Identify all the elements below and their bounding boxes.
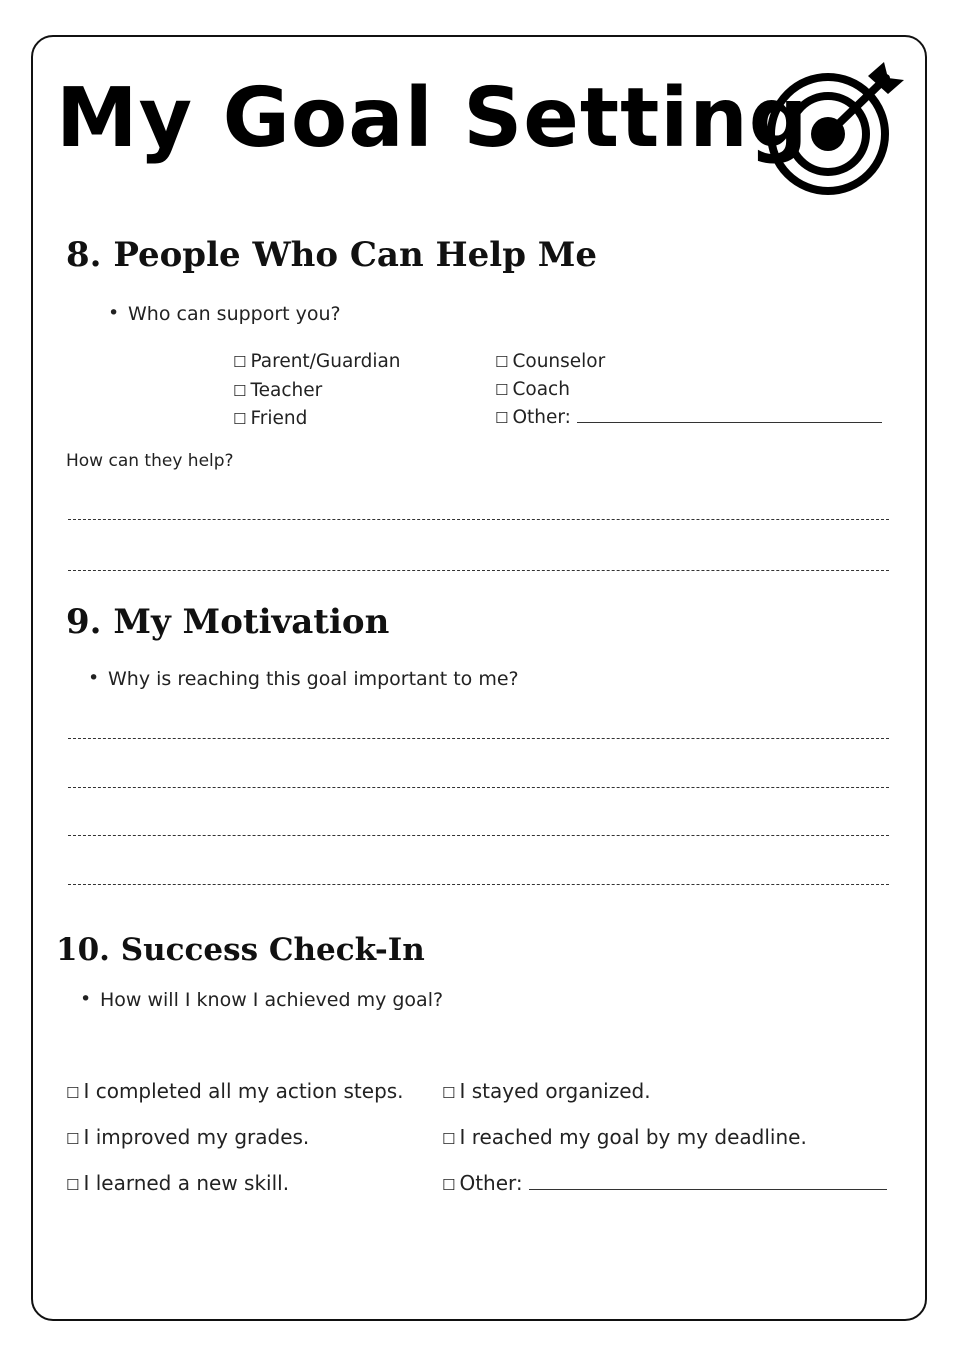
checkbox-other[interactable]: ☐ Other:	[495, 408, 882, 428]
checkbox-icon: ☐	[495, 381, 509, 399]
answer-line[interactable]	[68, 519, 889, 520]
checkbox-icon: ☐	[233, 382, 247, 400]
checkbox-completed-steps[interactable]: ☐ I completed all my action steps.	[66, 1079, 404, 1103]
answer-line[interactable]	[68, 570, 889, 571]
help-prompt: How can they help?	[66, 451, 234, 471]
section-8-heading: 8. People Who Can Help Me	[66, 235, 598, 275]
checkbox-counselor[interactable]: ☐ Counselor	[495, 351, 606, 372]
target-arrow-icon	[764, 58, 908, 198]
checkbox-other-success[interactable]: ☐ Other:	[442, 1173, 887, 1193]
checkbox-icon: ☐	[66, 1084, 80, 1102]
checkbox-icon: ☐	[66, 1130, 80, 1148]
checkbox-icon: ☐	[233, 410, 247, 428]
other-blank-line[interactable]	[577, 408, 882, 423]
section-9-heading: 9. My Motivation	[66, 602, 390, 642]
checkbox-icon: ☐	[233, 353, 247, 371]
page-title: My Goal Setting	[56, 71, 809, 166]
checkbox-icon: ☐	[442, 1130, 456, 1148]
answer-line[interactable]	[68, 835, 889, 836]
section-10-question: • How will I know I achieved my goal?	[100, 991, 443, 1010]
checkbox-icon: ☐	[495, 353, 509, 371]
answer-line[interactable]	[68, 787, 889, 788]
other-blank-line[interactable]	[529, 1175, 887, 1190]
checkbox-coach[interactable]: ☐ Coach	[495, 379, 570, 400]
checkbox-learned-skill[interactable]: ☐ I learned a new skill.	[66, 1171, 290, 1195]
answer-line[interactable]	[68, 884, 889, 885]
checkbox-icon: ☐	[495, 409, 509, 427]
checkbox-parent-guardian[interactable]: ☐ Parent/Guardian	[233, 351, 401, 372]
section-9-question: • Why is reaching this goal important to me?	[108, 670, 519, 689]
checkbox-icon: ☐	[442, 1176, 456, 1194]
checkbox-stayed-organized[interactable]: ☐ I stayed organized.	[442, 1079, 651, 1103]
checkbox-icon: ☐	[442, 1084, 456, 1102]
checkbox-icon: ☐	[66, 1176, 80, 1194]
section-10-heading: 10. Success Check-In	[56, 932, 425, 968]
section-8-question: • Who can support you?	[128, 305, 341, 324]
checkbox-improved-grades[interactable]: ☐ I improved my grades.	[66, 1125, 310, 1149]
checkbox-reached-deadline[interactable]: ☐ I reached my goal by my deadline.	[442, 1125, 807, 1149]
checkbox-teacher[interactable]: ☐ Teacher	[233, 380, 323, 401]
answer-line[interactable]	[68, 738, 889, 739]
checkbox-friend[interactable]: ☐ Friend	[233, 408, 308, 429]
